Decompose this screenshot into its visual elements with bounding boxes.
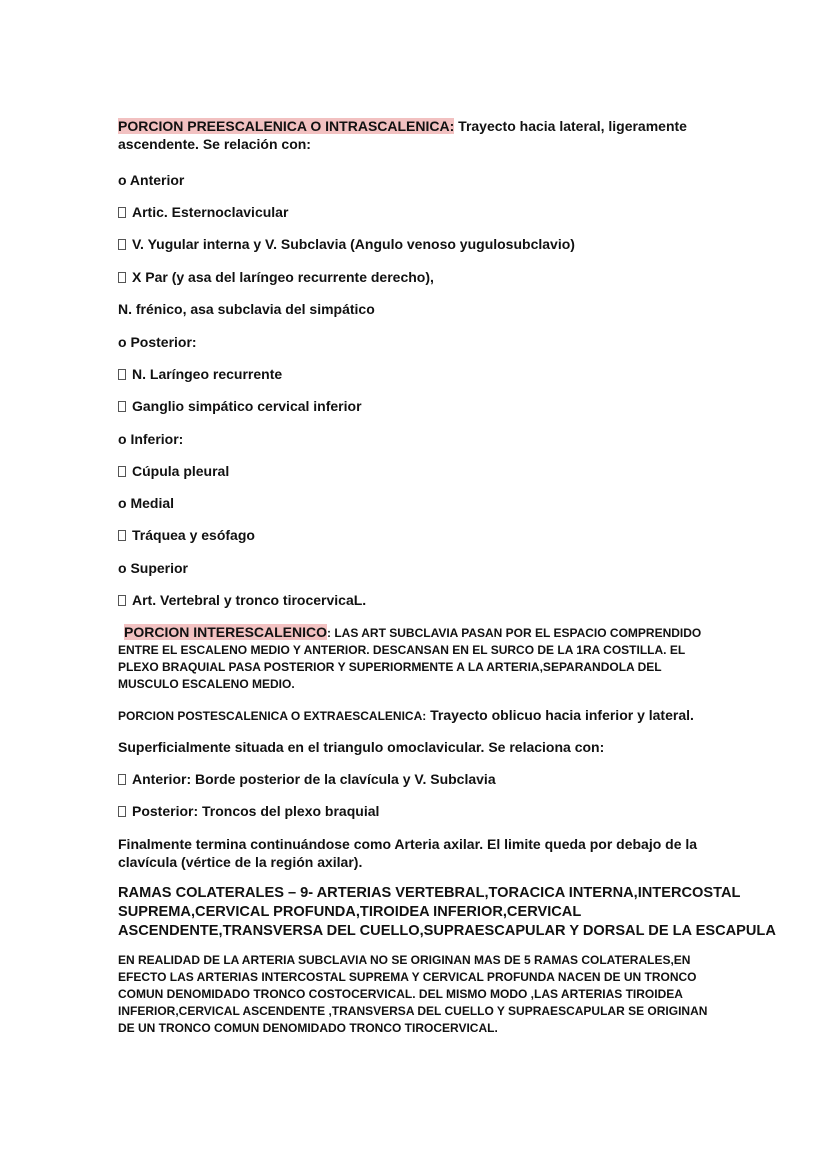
bullet-square-icon bbox=[118, 530, 126, 541]
ramas-paragraph: RAMAS COLATERALES – 9- ARTERIAS VERTEBRAL,TORACICA INTERNA,INTERCOSTAL SUPREMA,CERVICAL PROFUNDA,TIROIDEA INFERIOR,CERVICAL ASCENDENTE,TRANSVERSA DEL CUELLO,SUPRAESCAPULAR Y DORSAL DE LA ESCAPULA bbox=[118, 885, 776, 939]
list-item: o Posterior: bbox=[118, 334, 197, 350]
bullet-square-icon bbox=[118, 774, 126, 785]
list-item: Tráquea y esófago bbox=[118, 526, 255, 544]
bullet-square-icon bbox=[118, 272, 126, 283]
list-item: Anterior: Borde posterior de la clavícula y V. Subclavia bbox=[118, 770, 496, 788]
realidad-paragraph: EN REALIDAD DE LA ARTERIA SUBCLAVIA NO SE ORIGINAN MAS DE 5 RAMAS COLATERALES,EN EFECTO LAS ARTERIAS INTERCOSTAL SUPREMA Y CERVICAL PROFUNDA NACEN DE UN TRONCO COMUN DENOMIDADO TRONCO COSTOCERVICAL. DEL MISMO MODO ,LAS ARTERIAS TIROIDEA INFERIOR,CERVICAL ASCENDENTE ,TRANSVERSA DEL CUELLO Y SUPRAESCAPULAR SE ORIGINAN DE UN TRONCO COMUN DENOMIDADO TRONCO TIROCERVICAL. bbox=[118, 953, 708, 1035]
list-item: Cúpula pleural bbox=[118, 462, 229, 480]
section-heading-preescalenica: PORCION PREESCALENICA O INTRASCALENICA: bbox=[118, 118, 455, 134]
intro-text-2: ascendente. Se relación con: bbox=[118, 136, 311, 152]
bullet-square-icon bbox=[118, 806, 126, 817]
interescalenico-paragraph: PORCION INTERESCALENICO: LAS ART SUBCLAVIA PASAN POR EL ESPACIO COMPRENDIDO ENTRE EL ESCALENO MEDIO Y ANTERIOR. DESCANSAN EN EL SURCO DE LA 1RA COSTILLA. EL PLEXO BRAQUIAL PASA POSTERIOR Y SUPERIORMENTE A LA ARTERIA,SEPARANDOLA DEL MUSCULO ESCALENO MEDIO. bbox=[118, 624, 702, 691]
list-item: Artic. Esternoclavicular bbox=[118, 203, 288, 221]
bullet-square-icon bbox=[118, 369, 126, 380]
list-item: Art. Vertebral y tronco tirocervicaL. bbox=[118, 591, 366, 609]
list-item: N. Laríngeo recurrente bbox=[118, 365, 282, 383]
postescalenica-paragraph: PORCION POSTESCALENICA O EXTRAESCALENICA: Trayecto oblicuo hacia inferior y lateral. bbox=[118, 707, 694, 723]
bullet-square-icon bbox=[118, 466, 126, 477]
list-item: o Anterior bbox=[118, 172, 185, 188]
bullet-square-icon bbox=[118, 207, 126, 218]
list-item: o Inferior: bbox=[118, 431, 184, 447]
list-item: Posterior: Troncos del plexo braquial bbox=[118, 802, 379, 820]
section-heading-postescalenica: PORCION POSTESCALENICA O EXTRAESCALENICA: bbox=[118, 709, 427, 723]
bullet-square-icon bbox=[118, 595, 126, 606]
bullet-square-icon bbox=[118, 401, 126, 412]
intro-paragraph bbox=[118, 117, 687, 153]
list-item: Ganglio simpático cervical inferior bbox=[118, 397, 362, 415]
final-paragraph: Finalmente termina continuándose como Arteria axilar. El limite queda por debajo de la clavícula (vértice de la región axilar). bbox=[118, 836, 698, 870]
list-item: X Par (y asa del laríngeo recurrente derecho), bbox=[118, 268, 434, 286]
bullet-square-icon bbox=[118, 239, 126, 250]
list-item: o Superior bbox=[118, 560, 189, 576]
section-heading-interescalenico: PORCION INTERESCALENICO bbox=[124, 624, 328, 640]
intro-text-1: Trayecto hacia lateral, ligeramente bbox=[454, 118, 687, 134]
list-item: V. Yugular interna y V. Subclavia (Angulo venoso yugulosubclavio) bbox=[118, 235, 575, 253]
superficial-paragraph: Superficialmente situada en el triangulo omoclavicular. Se relaciona con: bbox=[118, 739, 605, 755]
list-item: N. frénico, asa subclavia del simpático bbox=[118, 301, 375, 317]
list-item: o Medial bbox=[118, 495, 175, 511]
